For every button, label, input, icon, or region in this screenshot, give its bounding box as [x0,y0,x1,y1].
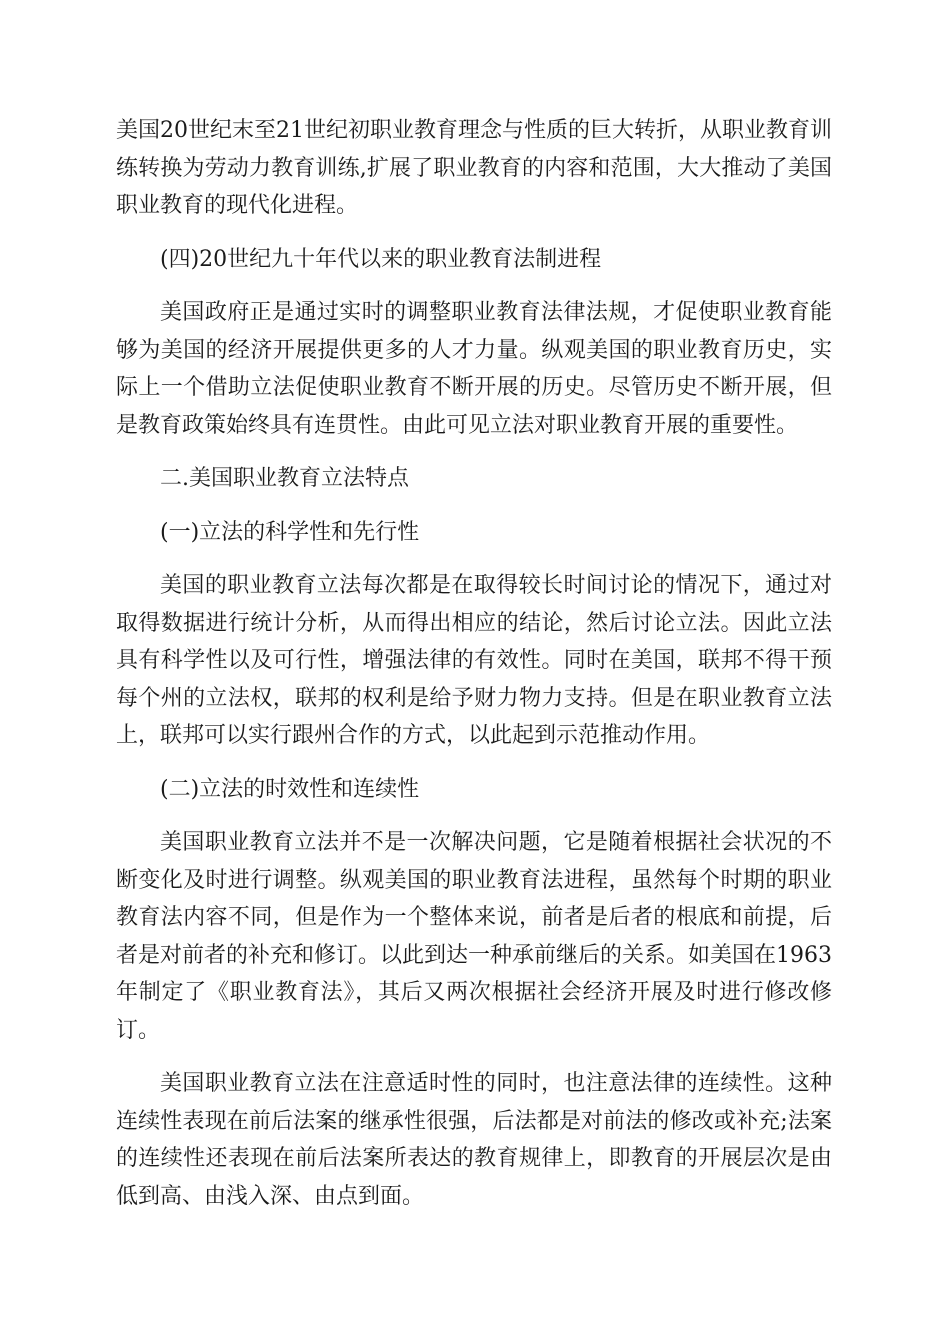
paragraph-legislation-adjustment: 美国政府正是通过实时的调整职业教育法律法规，才促使职业教育能够为美国的经济开展提供更多的人才力量。纵观美国的职业教育历史，实际上一个借助立法促使职业教育不断开展的历史。尽管历史不断开展，但是教育政策始终具有连贯性。由此可见立法对职业教育开展的重要性。 [116,300,832,438]
subsection-heading-2: (二)立法的时效性和连续性 [160,776,420,802]
paragraph-timeliness: 美国职业教育立法并不是一次解决问题，它是随着根据社会状况的不断变化及时进行调整。纵观美国的职业教育法进程，虽然每个时期的职业教育法内容不同，但是作为一个整体来说，前者是后者的根底和前提，后者是对前者的补充和修订。以此到达一种承前继后的关系。如美国在1963年制定了《职业教育法》，其后又两次根据社会经济开展及时进行修改修订。 [116,830,832,1043]
paragraph-intro: 美国20世纪末至21世纪初职业教育理念与性质的巨大转折，从职业教育训练转换为劳动力教育训练,扩展了职业教育的内容和范围，大大推动了美国职业教育的现代化进程。 [116,118,832,218]
paragraph-scientific-legislation: 美国的职业教育立法每次都是在取得较长时间讨论的情况下，通过对取得数据进行统计分析，从而得出相应的结论，然后讨论立法。因此立法具有科学性以及可行性，增强法律的有效性。同时在美国，联邦不得干预每个州的立法权，联邦的权利是给予财力物力支持。但是在职业教育立法上，联邦可以实行跟州合作的方式，以此起到示范推动作用。 [116,573,832,748]
document-body [116,112,832,1231]
paragraph-continuity: 美国职业教育立法在注意适时性的同时，也注意法律的连续性。这种连续性表现在前后法案的继承性很强，后法都是对前法的修改或补充;法案的连续性还表现在前后法案所表达的教育规律上，即教育的开展层次是由低到高、由浅入深、由点到面。 [116,1071,832,1209]
section-heading-4: (四)20世纪九十年代以来的职业教育法制进程 [160,246,602,272]
subsection-heading-1: (一)立法的科学性和先行性 [160,519,420,545]
section-heading-2: 二.美国职业教育立法特点 [160,466,409,491]
